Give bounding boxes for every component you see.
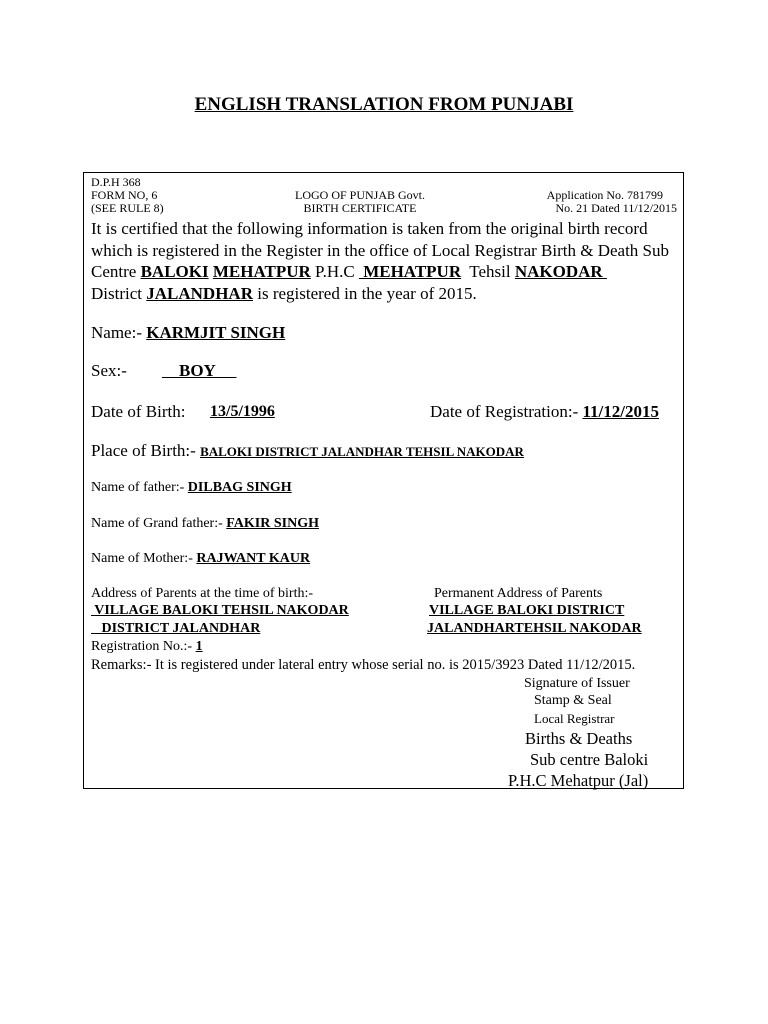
registration-value: 1 [195,639,203,654]
birth-address-line2: DISTRICT JALANDHAR [91,621,261,636]
permanent-address-label: Permanent Address of Parents [434,586,603,601]
header-left-line: (SEE RULE 8) [91,201,164,215]
signature-of-issuer: Signature of Issuer [524,676,630,691]
permanent-address-line1: VILLAGE BALOKI DISTRICT [429,603,625,618]
father-row [91,478,292,496]
dor-row [430,402,659,422]
local-registrar: Local Registrar [534,711,615,726]
mother-row [91,549,310,567]
header-right [530,189,677,215]
grandfather-label: Name of Grand father:- [91,516,227,531]
remarks: Remarks:- It is registered under lateral entry whose serial no. is 2015/3923 Dated 11/12/2015. [91,657,636,673]
father-label: Name of father:- [91,480,188,495]
application-number: Application No. 781799 [546,188,663,202]
sex-value: BOY [162,361,237,380]
registration-year-text: is registered in the year of 2015. [252,283,477,303]
sub-centre-name: BALOKI [140,262,209,281]
registration-label: Registration No.:- [91,639,196,654]
grandfather-row [91,514,319,532]
pob-row [91,441,524,461]
name-row [91,323,285,343]
sub-centre-baloki: Sub centre Baloki [530,750,649,769]
header-center [240,189,480,215]
certificate-number-date: No. 21 Dated 11/12/2015 [555,201,677,215]
phc-name: MEHATPUR [358,262,462,281]
phc-mehatpur: P.H.C Mehatpur (Jal) [508,771,649,790]
district-label: District [91,283,147,303]
pob-value: BALOKI DISTRICT JALANDHAR TEHSIL NAKODAR [200,444,524,459]
mother-label: Name of Mother:- [91,551,197,566]
district-name: JALANDHAR [146,283,253,303]
name-label: Name:- [91,323,147,342]
document-title: ENGLISH TRANSLATION FROM PUNJABI [194,94,574,115]
birth-address-label: Address of Parents at the time of birth:- [91,586,314,601]
dor-label: Date of Registration:- [430,402,583,421]
header-left-line: FORM NO, 6 [91,188,158,202]
sub-centre-name-2: MEHATPUR [212,262,311,281]
tehsil-label: Tehsil [461,262,515,281]
phc-label: P.H.C [310,262,359,281]
grandfather-value: FAKIR SINGH [226,516,319,531]
pob-label: Place of Birth:- [91,441,201,460]
stamp-and-seal: Stamp & Seal [534,693,612,708]
dob-value: 13/5/1996 [210,403,275,420]
permanent-address-line2: JALANDHARTEHSIL NAKODAR [427,621,642,636]
name-value: KARMJIT SINGH [146,323,286,342]
dob-label: Date of Birth: [91,402,186,421]
registration-row [91,639,203,655]
certification-intro: It is certified that the following information is taken from the original birth record which is registered in the Register in the office of Local Registrar Birth & Death Sub Centre [91,219,670,281]
header-left [91,176,164,215]
certification-paragraph [91,218,681,304]
dor-value: 11/12/2015 [582,402,660,421]
mother-value: RAJWANT KAUR [196,551,311,566]
tehsil-name: NAKODAR [514,262,607,281]
header-left-line: D.P.H 368 [91,175,141,189]
births-deaths: Births & Deaths [525,729,633,748]
header-center-line: BIRTH CERTIFICATE [303,201,417,215]
father-value: DILBAG SINGH [187,480,292,495]
sex-label: Sex:- [91,361,127,380]
birth-address-line1: VILLAGE BALOKI TEHSIL NAKODAR [91,603,349,618]
header-center-line: LOGO OF PUNJAB Govt. [294,188,425,202]
